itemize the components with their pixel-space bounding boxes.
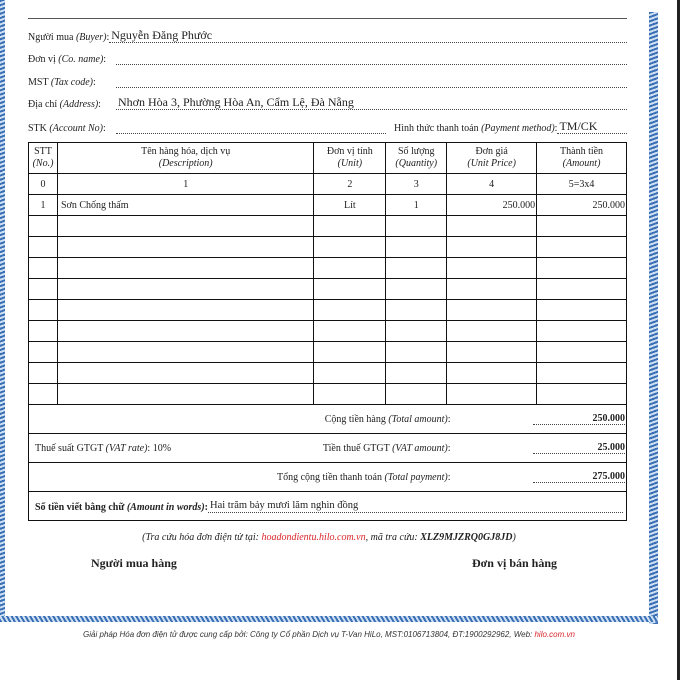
cell-qty [386,384,447,405]
cell-amount [537,384,627,405]
cell-desc [57,237,313,258]
tax-label-en: (Tax code) [50,77,94,88]
header-row [29,143,627,174]
vat-rate-value: 10% [152,442,172,454]
header-en: (No.) [32,158,54,169]
total-label-en: (Total amount) [388,414,448,425]
vat-row: Thuế suất GTGT (VAT rate): 10% Tiền thuế GTGT (VAT amount): 25.000 [29,434,627,463]
payment-label-en: (Payment method) [481,123,555,134]
words-label-en: (Amount in words) [126,502,205,513]
cell-qty [386,237,447,258]
company-label-en: (Co. name) [58,54,104,65]
cell-price [447,237,537,258]
cell-amount [537,279,627,300]
cell-amount [537,300,627,321]
cell-qty [386,300,447,321]
header-en: (Unit Price) [467,158,516,169]
lookup-mid: , mã tra cứu: [365,532,421,543]
header-en: (Unit) [337,158,363,169]
cell-desc [57,342,313,363]
buyer-value: Nguyễn Đăng Phước [109,29,627,43]
table-row [29,237,627,258]
cell-no [29,279,58,300]
payment-label: Hình thức thanh toán [394,123,479,134]
table-row [29,279,627,300]
header-en: (Quantity) [395,158,438,169]
divider [28,18,627,19]
lookup-note [0,532,658,543]
cell-desc [57,258,313,279]
cell-unit [314,321,386,342]
cell-no [29,384,58,405]
lookup-prefix: (Tra cứu hóa đơn điện tử tại: [142,532,262,543]
cell-amount [537,342,627,363]
account-label: STK [28,123,47,134]
cell-unit: Lít [314,195,386,216]
buyer-label: Người mua [28,32,74,43]
index-cell: 5=3x4 [537,174,627,195]
pay-label-en: (Total payment) [384,472,448,483]
cell-unit [314,279,386,300]
cell-qty [386,321,447,342]
header-vi: Đơn vị tính [326,146,373,157]
column-header [537,143,627,174]
buyer-label-en: (Buyer) [75,32,107,43]
cell-no [29,321,58,342]
table-row [29,195,627,216]
index-cell: 4 [447,174,537,195]
cell-qty [386,363,447,384]
table-row [29,363,627,384]
cell-no [29,216,58,237]
table-row [29,342,627,363]
header-en: (Description) [158,158,213,169]
address-value: Nhơn Hòa 3, Phường Hòa An, Cẩm Lệ, Đà Nẵng [116,96,627,110]
account-label-en: (Account No) [49,123,103,134]
cell-price [447,216,537,237]
border-bottom [0,616,658,622]
lookup-code: XLZ9MJZRQ0GJ8JD [420,532,513,543]
table-row [29,258,627,279]
table-row [29,321,627,342]
column-header [386,143,447,174]
seller-signature-title: Đơn vị bán hàng [472,556,558,570]
company-label: Đơn vị [28,54,56,65]
vat-label: Tiền thuế GTGT [322,443,390,454]
tax-row: MST (Tax code): [28,72,627,88]
address-label: Địa chỉ [28,99,58,110]
cell-desc [57,300,313,321]
cell-desc [57,363,313,384]
cell-price [447,321,537,342]
payment-value: TM/CK [557,120,627,134]
cell-unit [314,237,386,258]
cell-amount [537,363,627,384]
tax-label: MST [28,77,49,88]
vat-label-en: (VAT amount) [392,443,448,454]
company-value [116,51,627,65]
account-value [116,120,386,134]
buyer-row: Người mua (Buyer): Nguyễn Đăng Phước [28,27,627,43]
column-header [314,143,386,174]
footer-link[interactable]: hilo.com.vn [534,630,575,639]
table-row [29,384,627,405]
footer [0,630,658,639]
column-header [447,143,537,174]
cell-desc [57,279,313,300]
vat-value: 25.000 [533,442,625,454]
cell-no [29,300,58,321]
header-vi: Đơn giá [475,146,508,157]
tax-value [116,74,627,88]
cell-no [29,237,58,258]
table-row [29,300,627,321]
cell-amount [537,258,627,279]
cell-unit [314,258,386,279]
cell-desc [57,216,313,237]
cell-no [29,363,58,384]
account-row: STK (Account No): Hình thức thanh toán (Payment method): TM/CK [28,118,627,134]
cell-qty: 1 [386,195,447,216]
border-left [0,0,5,622]
cell-price [447,363,537,384]
cell-price [447,279,537,300]
table-row [29,216,627,237]
items-table [28,142,627,521]
company-row: Đơn vị (Co. name): [28,49,627,65]
words-value: Hai trăm bảy mươi lăm nghìn đồng [208,499,623,513]
cell-qty [386,279,447,300]
cell-price [447,258,537,279]
cell-price [447,384,537,405]
cell-desc [57,321,313,342]
pay-label: Tổng cộng tiền thanh toán [276,472,382,483]
words-label: Số tiền viết bằng chữ [35,502,125,513]
total-row: Cộng tiền hàng (Total amount): 250.000 [29,405,627,434]
cell-no [29,342,58,363]
header-vi: STT [34,146,52,157]
index-row [29,174,627,195]
total-value: 250.000 [533,413,625,425]
cell-qty [386,216,447,237]
index-cell: 0 [29,174,58,195]
cell-amount [537,321,627,342]
header-vi: Tên hàng hóa, dịch vụ [141,146,231,157]
cell-unit [314,363,386,384]
lookup-link[interactable]: hoadondientu.hilo.com.vn [261,532,366,543]
header-en: (Amount) [562,158,601,169]
footer-text: Giải pháp Hóa đơn điện tử được cung cấp bởi: Công ty Cổ phần Dịch vụ T-Van HiLo, MST:0106713804, ĐT:1900292962, Web: [83,630,535,639]
total-label: Cộng tiền hàng [324,414,386,425]
header-vi: Thành tiền [560,146,604,157]
cell-price [447,342,537,363]
cell-price: 250.000 [447,195,537,216]
cell-price [447,300,537,321]
cell-amount [537,237,627,258]
cell-no: 1 [29,195,58,216]
cell-no [29,258,58,279]
payment-total-row: Tổng cộng tiền thanh toán (Total payment): 275.000 [29,463,627,492]
cell-amount [537,216,627,237]
pay-value: 275.000 [533,471,625,483]
index-cell: 3 [386,174,447,195]
header-vi: Số lượng [397,146,435,157]
cell-qty [386,258,447,279]
vat-rate-label: Thuế suất GTGT [35,442,104,454]
address-row: Địa chỉ (Address): Nhơn Hòa 3, Phường Hòa An, Cẩm Lệ, Đà Nẵng [28,94,627,110]
column-header [29,143,58,174]
lookup-suffix: ) [512,532,516,543]
cell-desc [57,384,313,405]
vat-rate-label-en: (VAT rate) [105,442,148,454]
cell-unit [314,300,386,321]
cell-qty [386,342,447,363]
cell-amount: 250.000 [537,195,627,216]
cell-unit [314,216,386,237]
index-cell: 1 [57,174,313,195]
address-label-en: (Address) [59,99,99,110]
buyer-signature-title: Người mua hàng [91,556,177,570]
cell-unit [314,384,386,405]
column-header [57,143,313,174]
cell-desc: Sơn Chống thấm [57,195,313,216]
index-cell: 2 [314,174,386,195]
words-row: Số tiền viết bằng chữ (Amount in words) : Hai trăm bảy mươi lăm nghìn đồng [29,492,627,521]
cell-unit [314,342,386,363]
